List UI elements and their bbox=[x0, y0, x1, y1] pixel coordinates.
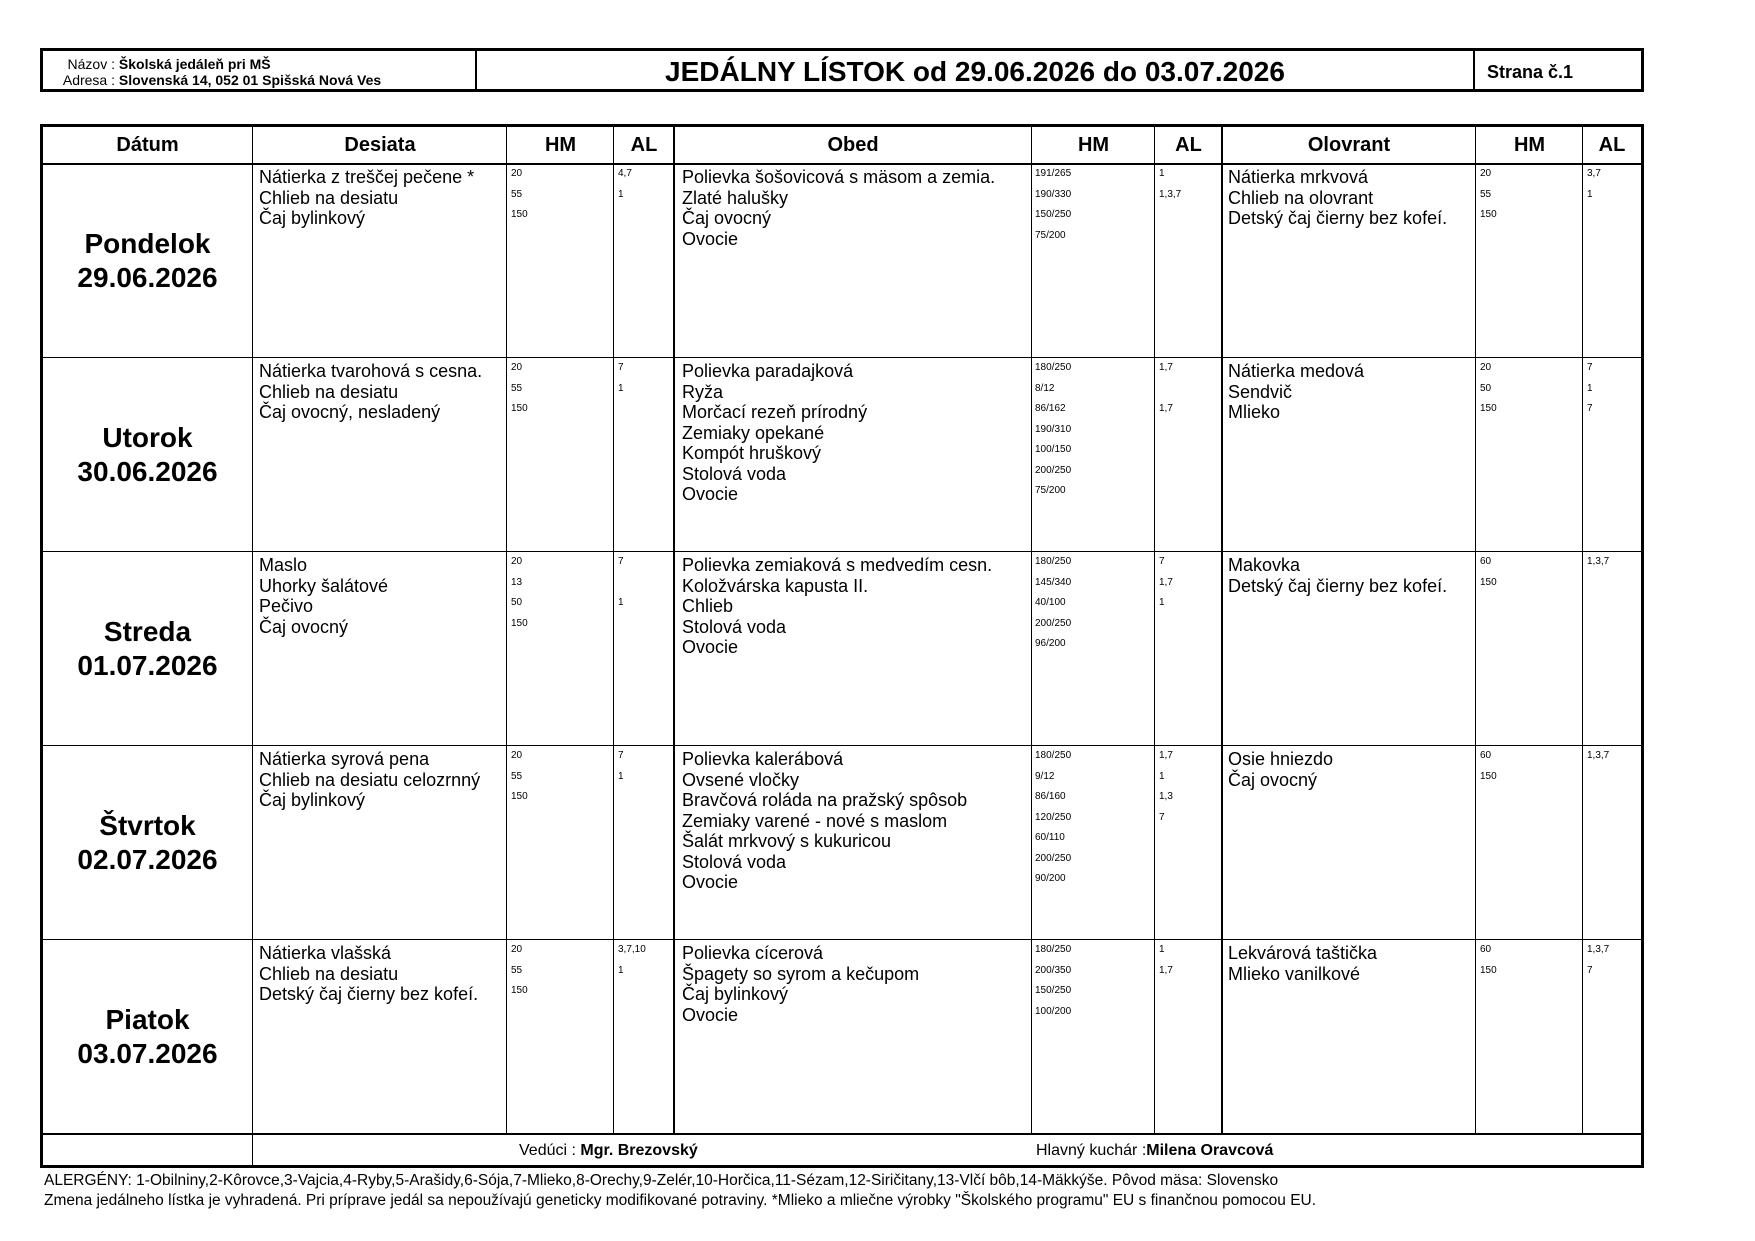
olovrant-item-allergens: 1 bbox=[1587, 382, 1593, 394]
column-divider bbox=[1031, 127, 1032, 1135]
obed-item-name: Ovocie bbox=[682, 1004, 739, 1025]
day-cell bbox=[43, 746, 252, 940]
obed-item-weight: 75/200 bbox=[1035, 485, 1066, 496]
obed-item-name: Ryža bbox=[682, 381, 724, 402]
column-divider bbox=[506, 127, 507, 1135]
olovrant-item-weight: 150 bbox=[1480, 209, 1497, 220]
desiata-item-allergens: 1 bbox=[618, 597, 624, 608]
desiata-item-name: Maslo bbox=[259, 555, 308, 575]
obed-item-weight: 75/200 bbox=[1035, 229, 1066, 241]
desiata-item-name: Čaj bylinkový bbox=[259, 208, 366, 228]
desiata-item-weight: 13 bbox=[511, 576, 523, 588]
desiata-item-weight: 150 bbox=[511, 209, 528, 220]
desiata-item-weight: 55 bbox=[511, 188, 523, 200]
canteen-name-label: Názov : bbox=[67, 56, 115, 72]
canteen-name: Školská jedáleň pri MŠ bbox=[118, 56, 271, 72]
obed-item-weight: 190/330 bbox=[1035, 188, 1072, 200]
olovrant-item-name: Čaj ovocný bbox=[1228, 769, 1318, 790]
olovrant-item-name: Sendvič bbox=[1228, 381, 1293, 402]
obed-item-allergens: 1 bbox=[1159, 944, 1165, 955]
day-name: Utorok bbox=[102, 422, 193, 453]
manager-signature bbox=[519, 1140, 698, 1162]
column-header-afternoon-snack-hm: HM bbox=[1513, 133, 1546, 156]
column-divider bbox=[1475, 127, 1476, 1135]
manager-name: Mgr. Brezovský bbox=[580, 1142, 698, 1159]
obed-item-name: Stolová voda bbox=[682, 851, 787, 872]
desiata-item-allergens: 3,7,10 bbox=[618, 944, 646, 955]
canteen-info bbox=[43, 51, 477, 89]
obed-item-name: Ovocie bbox=[682, 228, 739, 249]
obed-item-allergens: 1 bbox=[1159, 168, 1165, 179]
obed-item-allergens: 1,7 bbox=[1159, 362, 1173, 373]
day-name: Streda bbox=[103, 616, 192, 647]
olovrant-item-weight: 20 bbox=[1480, 168, 1492, 179]
obed-item-weight: 180/250 bbox=[1035, 556, 1072, 567]
desiata-item-name: Nátierka vlašská bbox=[259, 943, 392, 963]
header-divider bbox=[43, 163, 1641, 165]
canteen-name-row bbox=[53, 56, 475, 72]
desiata-item-allergens: 1 bbox=[618, 964, 624, 976]
obed-item-name: Polievka šošovicová s mäsom a zemia. bbox=[682, 167, 996, 187]
obed-item-weight: 40/100 bbox=[1035, 597, 1066, 608]
obed-item-name: Zemiaky opekané bbox=[682, 422, 825, 443]
day-date: 02.07.2026 bbox=[77, 844, 218, 875]
footer-divider bbox=[43, 1133, 1641, 1135]
obed-item-name: Morčací rezeň prírodný bbox=[682, 402, 868, 422]
desiata-item-name: Chlieb na desiatu celozrnný bbox=[259, 769, 481, 790]
disclaimer-note: Zmena jedálneho lístka je vyhradená. Pri príprave jedál sa nepoužívajú geneticky modifikované potraviny. *Mlieko a mliečne výrobky "Školského programu" EU s finančnou pomocou EU. bbox=[44, 1192, 1317, 1209]
obed-item-name: Koložvárska kapusta II. bbox=[682, 575, 869, 596]
obed-item-weight: 200/250 bbox=[1035, 617, 1072, 629]
desiata-item-weight: 20 bbox=[511, 750, 523, 761]
column-divider bbox=[1582, 127, 1583, 1135]
obed-item-weight: 200/250 bbox=[1035, 852, 1072, 864]
day-cell bbox=[43, 940, 252, 1134]
day-date: 30.06.2026 bbox=[77, 456, 218, 487]
olovrant-item-allergens: 3,7 bbox=[1587, 168, 1601, 179]
obed-item-weight: 60/110 bbox=[1035, 832, 1065, 843]
olovrant-item-weight: 150 bbox=[1480, 403, 1497, 414]
olovrant-item-name: Chlieb na olovrant bbox=[1228, 187, 1374, 208]
olovrant-item-allergens: 1 bbox=[1587, 188, 1593, 200]
day-date: 03.07.2026 bbox=[77, 1038, 218, 1069]
obed-item-name: Stolová voda bbox=[682, 616, 787, 637]
column-divider bbox=[1221, 127, 1223, 1135]
obed-item-allergens: 7 bbox=[1159, 556, 1165, 567]
desiata-item-name: Uhorky šalátové bbox=[259, 575, 389, 596]
column-divider bbox=[613, 127, 614, 1135]
desiata-item-name: Nátierka syrová pena bbox=[259, 749, 430, 769]
day-date: 29.06.2026 bbox=[77, 262, 218, 293]
desiata-item-name: Čaj ovocný, nesladený bbox=[259, 402, 441, 422]
obed-item-weight: 200/250 bbox=[1035, 464, 1072, 476]
row-divider bbox=[43, 551, 1641, 552]
obed-item-name: Čaj ovocný bbox=[682, 208, 772, 228]
obed-item-weight: 120/250 bbox=[1035, 811, 1072, 823]
desiata-item-allergens: 7 bbox=[618, 556, 624, 567]
olovrant-item-name: Mlieko vanilkové bbox=[1228, 963, 1361, 984]
obed-item-name: Stolová voda bbox=[682, 463, 787, 484]
desiata-item-name: Pečivo bbox=[259, 596, 314, 616]
obed-item-name: Polievka kalerábová bbox=[682, 749, 844, 769]
obed-item-name: Polievka cícerová bbox=[682, 943, 824, 963]
olovrant-item-allergens: 7 bbox=[1587, 403, 1593, 414]
obed-item-weight: 180/250 bbox=[1035, 944, 1072, 955]
desiata-item-allergens: 4,7 bbox=[618, 168, 632, 179]
obed-item-name: Ovocie bbox=[682, 872, 739, 892]
obed-item-weight: 100/200 bbox=[1035, 1005, 1072, 1017]
olovrant-item-weight: 150 bbox=[1480, 576, 1497, 588]
desiata-item-weight: 150 bbox=[511, 791, 528, 802]
column-header-lunch: Obed bbox=[827, 133, 879, 156]
olovrant-item-allergens: 7 bbox=[1587, 362, 1593, 373]
canteen-address-row bbox=[53, 72, 475, 88]
obed-item-weight: 200/350 bbox=[1035, 964, 1072, 976]
desiata-item-weight: 55 bbox=[511, 382, 523, 394]
page-number: Strana č.1 bbox=[1487, 62, 1574, 82]
menu-header bbox=[40, 48, 1644, 92]
desiata-item-weight: 20 bbox=[511, 556, 523, 567]
olovrant-item-weight: 50 bbox=[1480, 382, 1492, 394]
obed-item-name: Bravčová roláda na pražský spôsob bbox=[682, 790, 968, 810]
column-header-date: Dátum bbox=[116, 133, 179, 156]
obed-item-weight: 96/200 bbox=[1035, 638, 1066, 649]
day-name: Piatok bbox=[105, 1004, 190, 1035]
olovrant-item-weight: 20 bbox=[1480, 362, 1492, 373]
desiata-item-weight: 55 bbox=[511, 770, 523, 782]
desiata-item-allergens: 1 bbox=[618, 188, 624, 200]
desiata-item-allergens: 1 bbox=[618, 770, 624, 782]
column-divider bbox=[252, 127, 253, 1165]
chef-label: Hlavný kuchár : bbox=[1036, 1142, 1147, 1159]
olovrant-item-name: Lekvárová taštička bbox=[1228, 943, 1378, 963]
obed-item-allergens: 1,3 bbox=[1159, 791, 1173, 802]
olovrant-item-allergens: 1,3,7 bbox=[1587, 750, 1610, 761]
obed-item-weight: 180/250 bbox=[1035, 750, 1072, 761]
day-name: Štvrtok bbox=[99, 810, 196, 841]
obed-item-name: Ovsené vločky bbox=[682, 769, 800, 790]
desiata-item-weight: 150 bbox=[511, 617, 528, 629]
olovrant-item-name: Osie hniezdo bbox=[1228, 749, 1334, 769]
desiata-item-name: Chlieb na desiatu bbox=[259, 187, 399, 208]
desiata-item-weight: 20 bbox=[511, 168, 523, 179]
obed-item-weight: 86/160 bbox=[1035, 791, 1066, 802]
canteen-address: Slovenská 14, 052 01 Spišská Nová Ves bbox=[118, 72, 382, 88]
olovrant-item-weight: 60 bbox=[1480, 750, 1492, 761]
desiata-item-weight: 20 bbox=[511, 362, 523, 373]
desiata-item-weight: 150 bbox=[511, 403, 528, 414]
olovrant-item-name: Detský čaj čierny bez kofeí. bbox=[1228, 208, 1448, 228]
desiata-item-weight: 150 bbox=[511, 985, 528, 996]
olovrant-item-weight: 150 bbox=[1480, 964, 1497, 976]
column-header-snack-hm: HM bbox=[544, 133, 577, 156]
obed-item-name: Polievka paradajková bbox=[682, 361, 854, 381]
olovrant-item-weight: 150 bbox=[1480, 770, 1497, 782]
obed-item-allergens: 1,3,7 bbox=[1159, 188, 1182, 200]
obed-item-allergens: 1,7 bbox=[1159, 576, 1173, 588]
obed-item-name: Čaj bylinkový bbox=[682, 984, 789, 1004]
olovrant-item-weight: 60 bbox=[1480, 944, 1492, 955]
column-header-snack: Desiata bbox=[344, 133, 416, 156]
obed-item-weight: 190/310 bbox=[1035, 423, 1072, 435]
allergens-note: ALERGÉNY: 1-Obilniny,2-Kôrovce,3-Vajcia,4-Ryby,5-Arašidy,6-Sója,7-Mlieko,8-Orechy,9-Zelér,10-Horčica,11-Sézam,12-Siričitany,13-Vlčí bôb,14-Mäkkýše. Pôvod mäsa: Slovensko bbox=[44, 1172, 1279, 1189]
obed-item-allergens: 1,7 bbox=[1159, 750, 1173, 761]
obed-item-weight: 145/340 bbox=[1035, 576, 1072, 588]
obed-item-name: Ovocie bbox=[682, 484, 739, 504]
olovrant-item-name: Detský čaj čierny bez kofeí. bbox=[1228, 575, 1448, 596]
desiata-item-name: Čaj ovocný bbox=[259, 616, 349, 637]
desiata-item-name: Chlieb na desiatu bbox=[259, 963, 399, 984]
obed-item-weight: 86/162 bbox=[1035, 403, 1066, 414]
desiata-item-allergens: 7 bbox=[618, 362, 624, 373]
menu-notes bbox=[44, 1171, 1316, 1211]
chef-signature bbox=[1036, 1140, 1273, 1162]
day-cell bbox=[43, 358, 252, 552]
manager-label: Vedúci : bbox=[519, 1142, 576, 1159]
obed-item-name: Špagety so syrom a kečupom bbox=[682, 963, 920, 984]
chef-name: Milena Oravcová bbox=[1146, 1142, 1274, 1159]
olovrant-item-name: Nátierka mrkvová bbox=[1228, 167, 1369, 187]
row-divider bbox=[43, 745, 1641, 746]
row-divider bbox=[43, 939, 1641, 940]
olovrant-item-name: Mlieko bbox=[1228, 402, 1281, 422]
obed-item-weight: 8/12 bbox=[1035, 382, 1055, 394]
column-header-lunch-hm: HM bbox=[1077, 133, 1110, 156]
obed-item-name: Kompót hruškový bbox=[682, 443, 822, 463]
day-cell bbox=[43, 164, 252, 358]
column-divider bbox=[673, 127, 675, 1135]
obed-item-allergens: 7 bbox=[1159, 811, 1165, 823]
day-date: 01.07.2026 bbox=[77, 650, 218, 681]
desiata-item-allergens: 7 bbox=[618, 750, 624, 761]
column-header-lunch-al: AL bbox=[1175, 133, 1202, 156]
obed-item-weight: 150/250 bbox=[1035, 985, 1072, 996]
day-name: Pondelok bbox=[84, 228, 211, 259]
obed-item-weight: 150/250 bbox=[1035, 209, 1072, 220]
obed-item-weight: 191/265 bbox=[1035, 168, 1072, 179]
olovrant-item-allergens: 7 bbox=[1587, 964, 1593, 976]
olovrant-item-weight: 60 bbox=[1480, 556, 1492, 567]
obed-item-name: Zemiaky varené - nové s maslom bbox=[682, 810, 948, 831]
desiata-item-allergens: 1 bbox=[618, 382, 624, 394]
desiata-item-name: Chlieb na desiatu bbox=[259, 381, 399, 402]
olovrant-item-allergens: 1,3,7 bbox=[1587, 556, 1610, 567]
obed-item-allergens: 1 bbox=[1159, 770, 1165, 782]
obed-item-allergens: 1,7 bbox=[1159, 403, 1173, 414]
day-cell bbox=[43, 552, 252, 746]
row-divider bbox=[43, 357, 1641, 358]
desiata-item-name: Nátierka tvarohová s cesna. bbox=[259, 361, 483, 381]
obed-item-weight: 100/150 bbox=[1035, 444, 1072, 455]
obed-item-weight: 90/200 bbox=[1035, 873, 1066, 884]
obed-item-weight: 180/250 bbox=[1035, 362, 1072, 373]
page-title: JEDÁLNY LÍSTOK od 29.06.2026 do 03.07.2026 bbox=[477, 51, 1475, 89]
column-header-afternoon-snack: Olovrant bbox=[1307, 133, 1391, 156]
menu-table bbox=[40, 124, 1644, 1168]
obed-item-name: Polievka zemiaková s medvedím cesn. bbox=[682, 555, 993, 575]
desiata-item-weight: 55 bbox=[511, 964, 523, 976]
obed-item-name: Ovocie bbox=[682, 637, 739, 657]
obed-item-allergens: 1 bbox=[1159, 597, 1165, 608]
obed-item-weight: 9/12 bbox=[1035, 770, 1055, 782]
column-header-snack-al: AL bbox=[630, 133, 658, 156]
olovrant-item-name: Nátierka medová bbox=[1228, 361, 1365, 381]
desiata-item-weight: 20 bbox=[511, 944, 523, 955]
obed-item-name: Chlieb bbox=[682, 596, 734, 616]
column-divider bbox=[1154, 127, 1155, 1135]
olovrant-item-allergens: 1,3,7 bbox=[1587, 944, 1610, 955]
desiata-item-name: Detský čaj čierny bez kofeí. bbox=[259, 984, 479, 1004]
column-header-afternoon-snack-al: AL bbox=[1598, 133, 1626, 156]
desiata-item-weight: 50 bbox=[511, 597, 523, 608]
canteen-address-label: Adresa : bbox=[62, 72, 115, 88]
obed-item-allergens: 1,7 bbox=[1159, 964, 1173, 976]
olovrant-item-weight: 55 bbox=[1480, 188, 1492, 200]
desiata-item-name: Nátierka z treščej pečene * bbox=[259, 167, 475, 187]
olovrant-item-name: Makovka bbox=[1228, 555, 1301, 575]
desiata-item-name: Čaj bylinkový bbox=[259, 790, 366, 810]
obed-item-name: Zlaté halušky bbox=[682, 187, 789, 208]
obed-item-name: Šalát mrkvový s kukuricou bbox=[682, 831, 892, 851]
